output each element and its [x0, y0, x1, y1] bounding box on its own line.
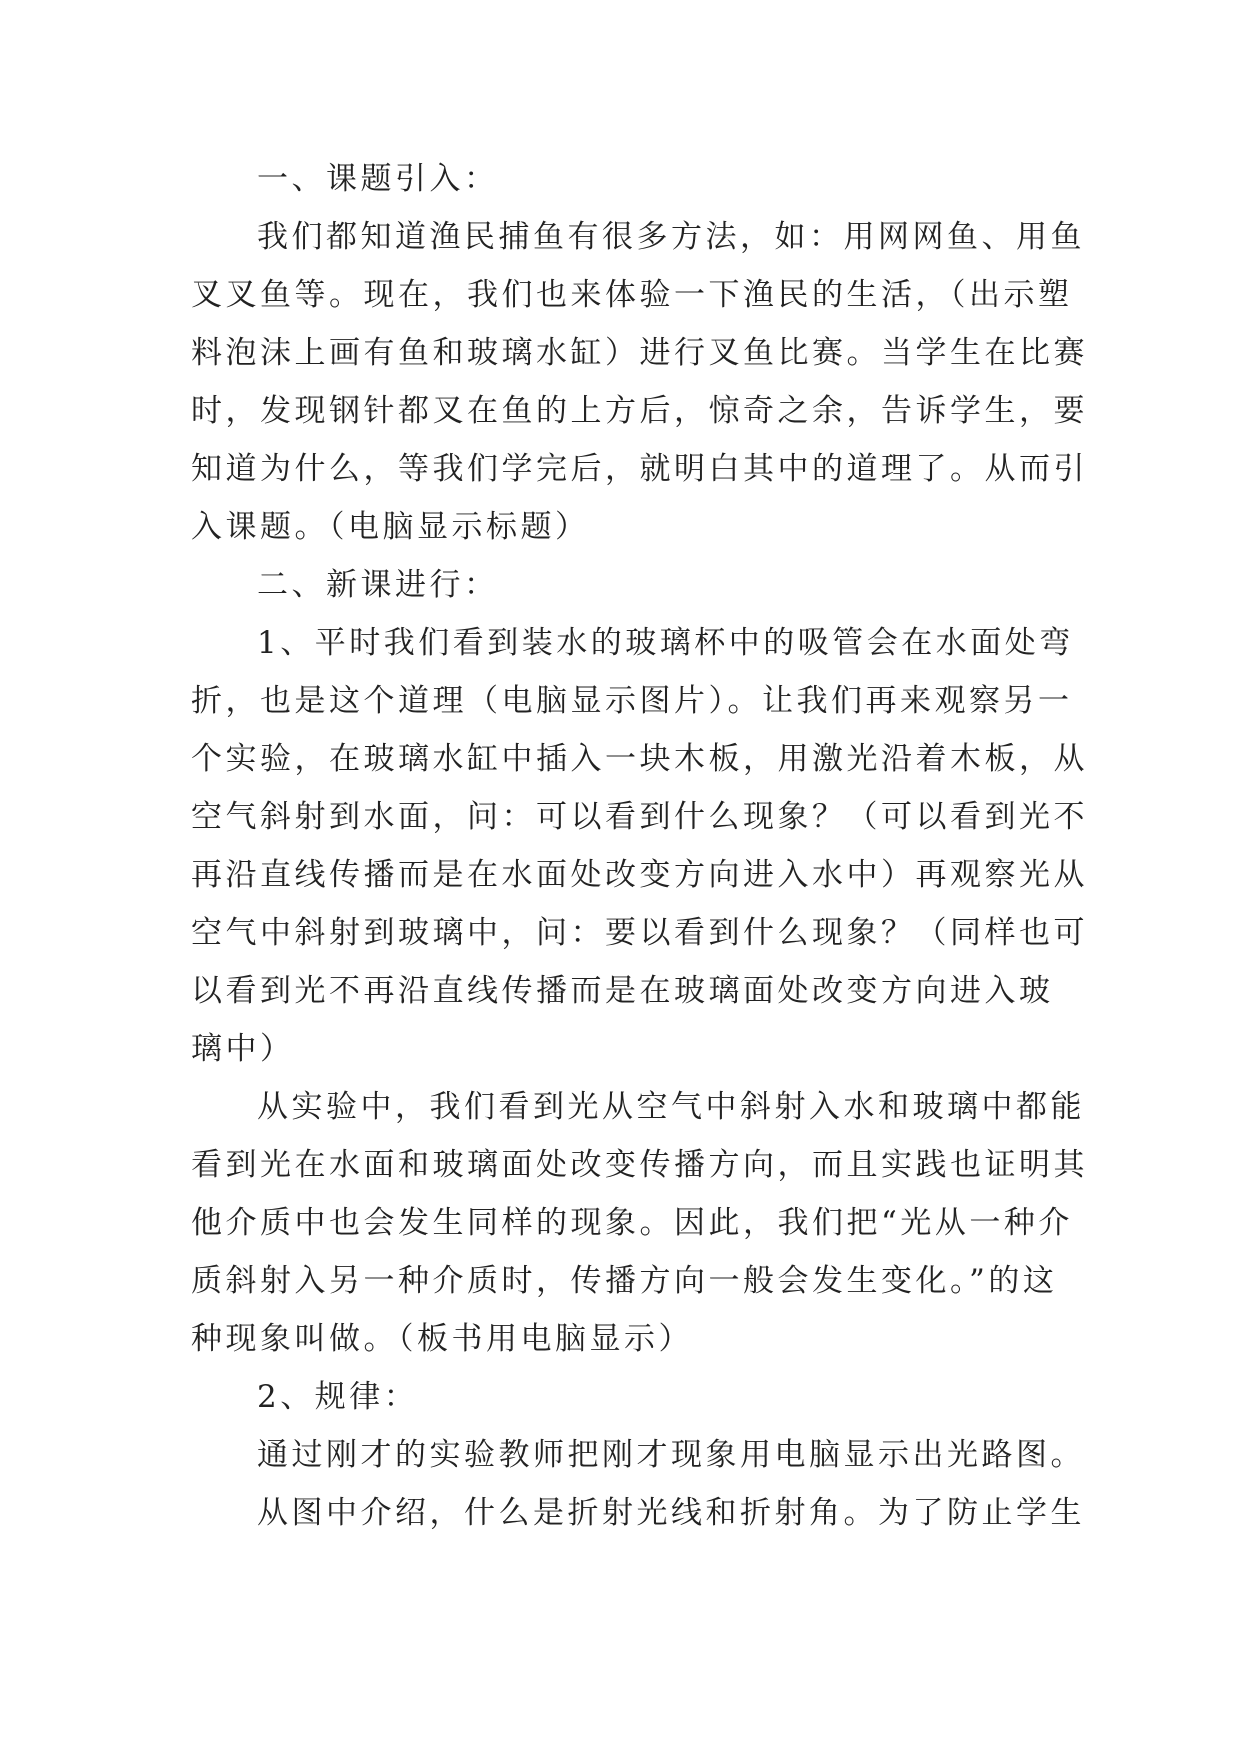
- paragraph-line: 叉叉鱼等。现在，我们也来体验一下渔民的生活，（出示塑: [191, 277, 1073, 313]
- paragraph-line: 2、规律：: [257, 1379, 419, 1415]
- paragraph-intro: [191, 208, 1088, 556]
- paragraph-line: 质斜射入另一种介质时，传播方向一般会发生变化。”的这: [191, 1263, 1058, 1299]
- section-heading-new-lesson: [191, 556, 1061, 614]
- paragraph-line: 二、新课进行：: [257, 567, 499, 603]
- document-body: [191, 150, 1088, 1542]
- paragraph-line: 从实验中，我们看到光从空气中斜射入水和玻璃中都能: [257, 1089, 1085, 1125]
- paragraph-line: 空气斜射到水面，问：可以看到什么现象？（可以看到光不: [191, 799, 1088, 835]
- section-heading-rules: [191, 1368, 1061, 1426]
- paragraph-line: 知道为什么，等我们学完后，就明白其中的道理了。从而引: [191, 451, 1088, 487]
- paragraph-line: 种现象叫做。（板书用电脑显示）: [191, 1321, 693, 1357]
- paragraph-light-path: [191, 1426, 1085, 1484]
- paragraph-line: 以看到光不再沿直线传播而是在玻璃面处改变方向进入玻: [191, 973, 1054, 1009]
- paragraph-line: 璃中）: [191, 1031, 295, 1067]
- paragraph-line: 从图中介绍，什么是折射光线和折射角。为了防止学生: [257, 1495, 1085, 1531]
- paragraph-line: 我们都知道渔民捕鱼有很多方法，如：用网网鱼、用鱼: [257, 219, 1085, 255]
- paragraph-line: 时，发现钢针都叉在鱼的上方后，惊奇之余，告诉学生，要: [191, 393, 1088, 429]
- paragraph-line: 看到光在水面和玻璃面处改变传播方向，而且实践也证明其: [191, 1147, 1088, 1183]
- paragraph-conclusion: [191, 1078, 1088, 1368]
- paragraph-experiment: [191, 614, 1088, 1078]
- paragraph-line: 1、平时我们看到装水的玻璃杯中的吸管会在水面处弯: [257, 625, 1074, 661]
- paragraph-refraction-angle: [191, 1484, 1085, 1542]
- paragraph-line: 通过刚才的实验教师把刚才现象用电脑显示出光路图。: [257, 1437, 1085, 1473]
- paragraph-line: 个实验，在玻璃水缸中插入一块木板，用激光沿着木板，从: [191, 741, 1088, 777]
- section-heading-intro: [191, 150, 1061, 208]
- paragraph-line: 入课题。（电脑显示标题）: [191, 509, 590, 545]
- paragraph-line: 一、课题引入：: [257, 161, 499, 197]
- paragraph-line: 再沿直线传播而是在水面处改变方向进入水中）再观察光从: [191, 857, 1088, 893]
- paragraph-line: 折，也是这个道理（电脑显示图片）。让我们再来观察另一: [191, 683, 1073, 719]
- paragraph-line: 空气中斜射到玻璃中，问：要以看到什么现象？（同样也可: [191, 915, 1088, 951]
- paragraph-line: 他介质中也会发生同样的现象。因此，我们把“光从一种介: [191, 1205, 1073, 1241]
- paragraph-line: 料泡沫上画有鱼和玻璃水缸）进行叉鱼比赛。当学生在比赛: [191, 335, 1088, 371]
